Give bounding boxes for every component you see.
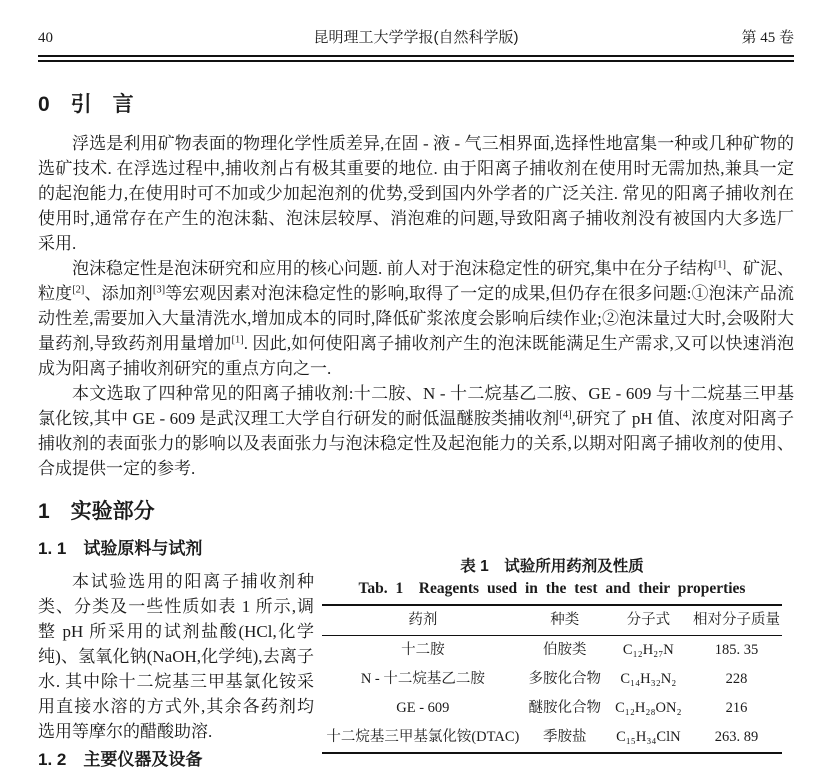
table-cell: C₁₅H₃₄ClN	[616, 729, 681, 745]
page-number: 40	[38, 30, 53, 46]
journal-title: 昆明理工大学学报(自然科学版)	[313, 29, 519, 46]
citation-ref: [1]	[713, 259, 726, 271]
table-cell: 多胺化合物	[528, 671, 601, 687]
table1-title-en: Tab. 1 Reagents used in the test and their properties	[358, 580, 746, 597]
table-row	[322, 694, 782, 723]
volume-label: 第 45 卷	[741, 30, 794, 46]
table-cell: C₁₂H₂₇N	[622, 642, 674, 658]
intro-paragraph-2: 泡沫稳定性是泡沫研究和应用的核心问题. 前人对于泡沫稳定性的研究,集中在分子结构[1]、矿泥、粒度[2]、添加剂[3]等宏观因素对泡沫稳定性的影响,取得了一定的成果,但仍存在很多问题:①泡沫产品流动性差,需要加入大量清洗水,增加成本的同时,降低矿浆浓度会影响后续作业;②泡沫量过大时,会吸附大量药剂,导致药剂用量增加[1]. 因此,如何使阳离子捕收剂产生的泡沫既能满足生产需求,又可以快速消泡成为阳离子捕收剂研究的重点方向之一.	[38, 259, 795, 378]
table1-title-zh: 表 1 试验所用药剂及性质	[460, 558, 644, 575]
table-cell: N - 十二烷基乙二胺	[360, 671, 485, 687]
right-column	[322, 537, 794, 772]
citation-ref: [3]	[152, 284, 166, 296]
citation-ref: [4]	[559, 409, 572, 421]
table-cell: GE - 609	[396, 700, 450, 716]
table-cell: C₁₂H₂₈ON₂	[615, 700, 682, 716]
table-row	[322, 636, 782, 666]
running-head	[38, 28, 794, 48]
table-row	[322, 665, 782, 694]
materials-paragraph: 本试验选用的阳离子捕收剂种类、分类及一些性质如表 1 所示,调整 pH 所采用的试剂盐酸(HCl,化学纯)、氢氧化钠(NaOH,化学纯),去离子水. 其中除十二烷基三甲基氯化铵采用直接水溶的方式外,其余各药剂均选用等摩尔的醋酸助溶.	[38, 572, 314, 741]
table-cell: C₁₄H₃₂N₂	[620, 671, 677, 687]
table-cell: 伯胺类	[542, 642, 587, 658]
header-rule	[38, 55, 794, 62]
citation-ref: [2]	[72, 284, 85, 296]
section-0-heading: 0 引 言	[38, 93, 134, 116]
intro-paragraph-1: 浮选是利用矿物表面的物理化学性质差异,在固 - 液 - 气三相界面,选择性地富集一种或几种矿物的选矿技术. 在浮选过程中,捕收剂占有极其重要的地位. 由于阳离子捕收剂在使用时无需加热,兼具一定的起泡能力,在使用时可不加或少加起泡剂的优势,受到国内外学者的广泛关注. 常见的阳离子捕收剂在使用时,通常存在产生的泡沫黏、泡沫层较厚、消泡难的问题,导致阳离子捕收剂没有被国内大多选厂采用.	[38, 134, 794, 253]
table-cell: 醚胺化合物	[528, 700, 601, 716]
table-row	[322, 723, 782, 753]
two-column-area	[38, 537, 794, 772]
citation-ref: [1]	[231, 334, 244, 346]
reagents-table	[322, 604, 782, 754]
section-1-2-heading: 1. 2 主要仪器及设备	[38, 750, 203, 769]
intro-paragraph-3: 本文选取了四种常见的阳离子捕收剂:十二胺、N - 十二烷基乙二胺、GE - 609 与十二烷基三甲基氯化铵,其中 GE - 609 是武汉理工大学自行研发的耐低温醚胺类捕收剂[4],研究了 pH 值、浓度对阳离子捕收剂的表面张力的影响以及表面张力与泡沫稳定性及起泡能力的关系,以期对阳离子捕收剂的使用、合成提供一定的参考.	[38, 384, 794, 478]
table-cell: 185. 35	[714, 642, 759, 658]
section-1-heading: 1 实验部分	[38, 500, 155, 523]
table-cell: 十二胺	[401, 642, 445, 658]
section-1-1-heading: 1. 1 试验原料与试剂	[38, 539, 203, 558]
table-cell: 季胺盐	[542, 729, 587, 745]
column-header: 分子式	[626, 612, 671, 628]
left-column	[38, 537, 314, 772]
table-cell: 十二烷基三甲基氯化铵(DTAC)	[326, 729, 520, 745]
table-cell: 228	[725, 671, 748, 687]
column-header: 相对分子质量	[692, 612, 780, 628]
table-cell: 216	[725, 700, 748, 716]
reagents-table-body	[322, 636, 782, 754]
column-header: 种类	[550, 612, 580, 628]
table-header-row	[322, 605, 782, 636]
column-header: 药剂	[408, 612, 438, 628]
table-cell: 263. 89	[714, 729, 759, 745]
